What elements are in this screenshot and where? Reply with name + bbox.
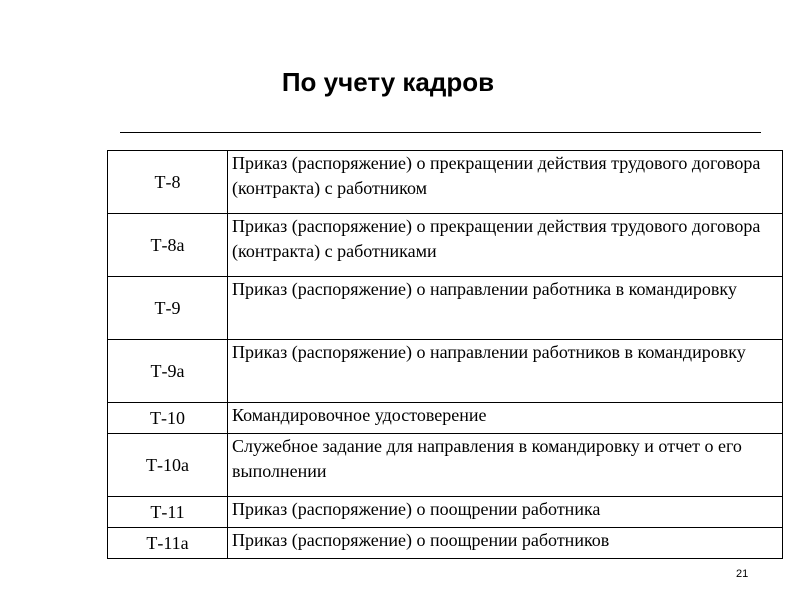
- table-row: [108, 497, 783, 528]
- form-code: Т-9а: [108, 340, 228, 403]
- form-description: Приказ (распоряжение) о поощрении работников: [228, 528, 783, 559]
- form-description: Командировочное удостоверение: [228, 403, 783, 434]
- form-code: Т-10: [108, 403, 228, 434]
- personnel-forms-table: [107, 150, 783, 559]
- form-description: Приказ (распоряжение) о направлении работников в командировку: [228, 340, 783, 403]
- slide-title: По учету кадров: [281, 67, 495, 97]
- table-row: [108, 403, 783, 434]
- table-row: [108, 434, 783, 497]
- form-code: Т-8: [108, 151, 228, 214]
- form-code: Т-10а: [108, 434, 228, 497]
- form-code: Т-11а: [108, 528, 228, 559]
- table-row: [108, 151, 783, 214]
- page-number: 21: [736, 568, 749, 580]
- form-code: Т-11: [108, 497, 228, 528]
- form-description: Приказ (распоряжение) о поощрении работника: [228, 497, 783, 528]
- form-code: Т-8а: [108, 214, 228, 277]
- form-code: Т-9: [108, 277, 228, 340]
- table-row: [108, 277, 783, 340]
- table-row: [108, 214, 783, 277]
- form-description: Приказ (распоряжение) о прекращении действия трудового договора (контракта) с работниками: [228, 214, 783, 277]
- title-underline-divider: [120, 132, 761, 133]
- form-description: Приказ (распоряжение) о прекращении действия трудового договора (контракта) с работником: [228, 151, 783, 214]
- table-row: [108, 340, 783, 403]
- form-description: Приказ (распоряжение) о направлении работника в командировку: [228, 277, 783, 340]
- table-row: [108, 528, 783, 559]
- form-description: Служебное задание для направления в командировку и отчет о его выполнении: [228, 434, 783, 497]
